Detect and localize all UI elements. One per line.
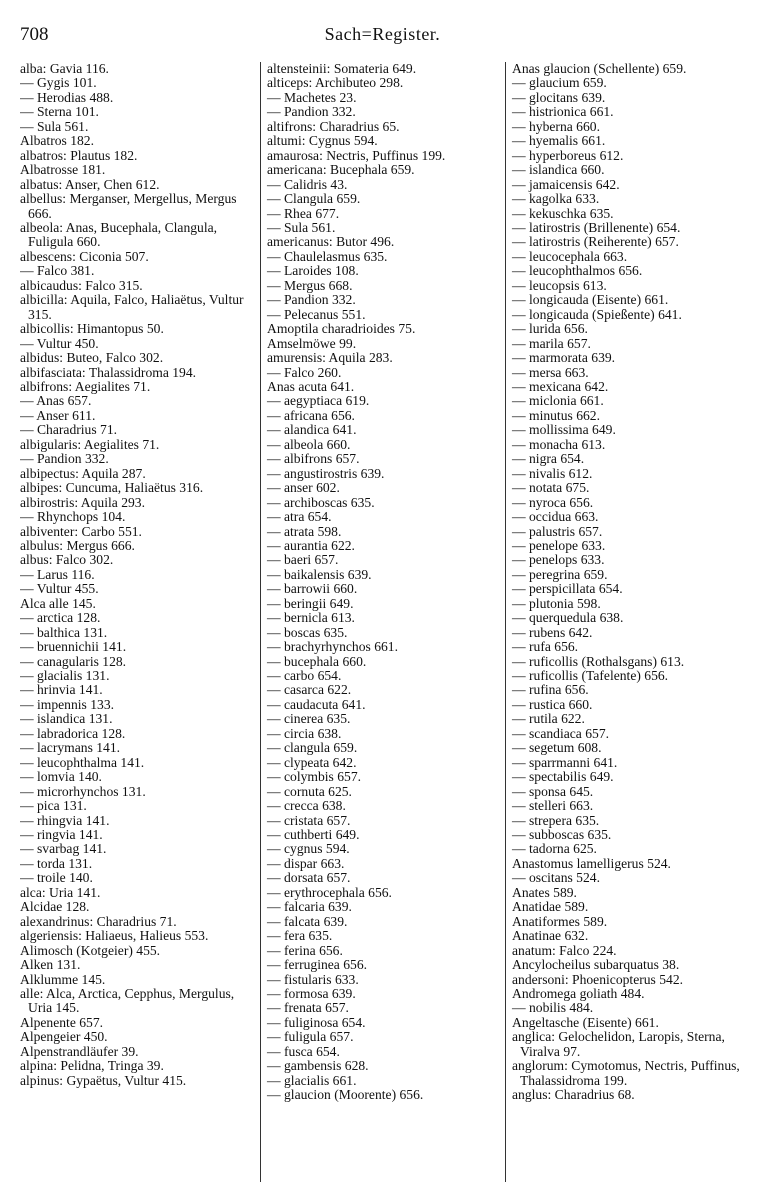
page-number: 708 — [20, 24, 49, 45]
index-entry: anglorum: Cymotomus, Nectris, Puffinus, Thalassidroma 199. — [512, 1058, 740, 1088]
index-entry: — mollissima 649. — [512, 422, 616, 438]
index-entry: — strepera 635. — [512, 812, 600, 828]
index-entry: alticeps: Archibuteo 298. — [267, 75, 404, 91]
index-entry: — fistularis 633. — [267, 971, 359, 987]
index-entry: — Vultur 455. — [20, 581, 99, 597]
index-entry: — Calidris 43. — [267, 176, 348, 192]
index-entry: anatum: Falco 224. — [512, 942, 617, 958]
index-entry: — rustica 660. — [512, 696, 593, 712]
index-entry: — latirostris (Reiherente) 657. — [512, 234, 679, 250]
index-entry: americanus: Butor 496. — [267, 234, 395, 250]
index-entry: — casarca 622. — [267, 682, 352, 698]
index-entry: Amoptila charadrioides 75. — [267, 321, 416, 337]
index-entry: — Falco 260. — [267, 364, 342, 380]
index-entry: albidus: Buteo, Falco 302. — [20, 350, 164, 366]
index-entry: Anatidae 589. — [512, 899, 589, 915]
index-entry: — stelleri 663. — [512, 798, 594, 814]
index-entry: — Pelecanus 551. — [267, 306, 366, 322]
index-entry: altumi: Cygnus 594. — [267, 133, 378, 149]
index-entry: — cornuta 625. — [267, 783, 352, 799]
index-entry: — Anser 611. — [20, 407, 96, 423]
index-entry: albipes: Cuncuma, Haliaëtus 316. — [20, 480, 204, 496]
index-entry: — Sula 561. — [20, 118, 89, 134]
index-entry: alle: Alca, Arctica, Cepphus, Mergulus, Uria 145. — [20, 986, 235, 1016]
index-entry: — ruficollis (Tafelente) 656. — [512, 668, 669, 684]
index-entry: — occidua 663. — [512, 509, 599, 525]
index-entry: — Larus 116. — [20, 566, 95, 582]
index-entry: — islandica 131. — [20, 711, 113, 727]
index-entry: — albifrons 657. — [267, 451, 360, 467]
index-entry: — Mergus 668. — [267, 277, 353, 293]
index-entry: albatus: Anser, Chen 612. — [20, 176, 160, 192]
index-entry: — glocitans 639. — [512, 89, 606, 105]
index-entry: — Sula 561. — [267, 219, 336, 235]
index-entry: — Sterna 101. — [20, 104, 99, 120]
index-entry: — longicauda (Eisente) 661. — [512, 292, 669, 308]
index-entry: — nivalis 612. — [512, 465, 593, 481]
index-entry: — glacialis 131. — [20, 668, 110, 684]
index-entry: albicollis: Himantopus 50. — [20, 321, 164, 337]
index-entry: albifrons: Aegialites 71. — [20, 378, 151, 394]
index-entry: — hyberna 660. — [512, 118, 600, 134]
index-entry: — mersa 663. — [512, 364, 589, 380]
index-entry: — ferina 656. — [267, 942, 343, 958]
index-entry: albicilla: Aquila, Falco, Haliaëtus, Vultur 315. — [20, 292, 244, 322]
index-entry: — Machetes 23. — [267, 89, 357, 105]
index-entry: — subboscas 635. — [512, 827, 612, 843]
index-entry: — albeola 660. — [267, 436, 351, 452]
index-entry: — ruficollis (Rothalsgans) 613. — [512, 653, 685, 669]
index-entry: — atrata 598. — [267, 523, 342, 539]
index-columns — [20, 62, 745, 1182]
index-entry: — marila 657. — [512, 335, 591, 351]
index-entry: — bucephala 660. — [267, 653, 367, 669]
index-entry: — Chaulelasmus 635. — [267, 248, 388, 264]
index-entry: — ferruginea 656. — [267, 957, 368, 973]
index-entry: — latirostris (Brillenente) 654. — [512, 219, 681, 235]
index-entry: — circia 638. — [267, 725, 342, 741]
index-entry: — frenata 657. — [267, 1000, 349, 1016]
index-entry: — sparrmanni 641. — [512, 754, 618, 770]
index-entry: — notata 675. — [512, 480, 590, 496]
index-entry: Andromega goliath 484. — [512, 986, 645, 1001]
index-entry: — rubens 642. — [512, 624, 593, 640]
index-entry: — Rhynchops 104. — [20, 509, 126, 525]
index-entry: — Pandion 332. — [20, 451, 109, 467]
index-entry: — angustirostris 639. — [267, 465, 385, 481]
index-entry: — rutila 622. — [512, 711, 585, 727]
index-entry: alexandrinus: Charadrius 71. — [20, 913, 177, 929]
index-entry: — Anas 657. — [20, 393, 92, 409]
index-entry: — segetum 608. — [512, 740, 602, 756]
index-entry: — svarbag 141. — [20, 841, 107, 857]
index-entry: Anates 589. — [512, 884, 577, 900]
index-entry: — oscitans 524. — [512, 870, 600, 886]
index-entry: alba: Gavia 116. — [20, 62, 109, 76]
index-entry: — perspicillata 654. — [512, 581, 623, 597]
index-entry: — Charadrius 71. — [20, 422, 118, 438]
index-entry: — crecca 638. — [267, 798, 346, 814]
index-entry: — lacrymans 141. — [20, 740, 121, 756]
index-entry: — canagularis 128. — [20, 653, 127, 669]
index-entry: — Pandion 332. — [267, 104, 356, 120]
index-entry: — mexicana 642. — [512, 378, 609, 394]
index-entry: — plutonia 598. — [512, 595, 601, 611]
index-entry: — fuliginosa 654. — [267, 1014, 366, 1030]
index-entry: — microrhynchos 131. — [20, 783, 146, 799]
index-entry: — rufa 656. — [512, 639, 579, 655]
index-entry: — glaucion (Moorente) 656. — [267, 1087, 424, 1103]
index-entry: — balthica 131. — [20, 624, 108, 640]
index-entry: — alandica 641. — [267, 422, 357, 438]
page-title: Sach=Register. — [324, 24, 441, 44]
index-entry: — lurida 656. — [512, 321, 588, 337]
index-entry: Ancylocheilus subarquatus 38. — [512, 957, 680, 973]
index-entry: americana: Bucephala 659. — [267, 162, 415, 178]
index-entry: — dispar 663. — [267, 855, 345, 871]
index-column-2 — [261, 62, 506, 1182]
index-entry: — impennis 133. — [20, 696, 115, 712]
index-entry: — Laroides 108. — [267, 263, 359, 279]
index-entry: Alca alle 145. — [20, 595, 96, 611]
index-entry: — torda 131. — [20, 855, 93, 871]
index-entry: — marmorata 639. — [512, 350, 616, 366]
index-entry: amaurosa: Nectris, Puffinus 199. — [267, 147, 446, 163]
index-entry: Alken 131. — [20, 957, 81, 973]
index-entry: — cuthberti 649. — [267, 827, 360, 843]
index-entry: albeola: Anas, Bucephala, Clangula, Fuligula 660. — [20, 219, 218, 250]
index-entry: — bernicla 613. — [267, 610, 355, 626]
index-entry: — rhingvia 141. — [20, 812, 110, 828]
index-entry: Alklumme 145. — [20, 971, 106, 987]
index-entry: algeriensis: Haliaeus, Halieus 553. — [20, 928, 209, 944]
index-entry: — labradorica 128. — [20, 725, 126, 741]
index-entry: amurensis: Aquila 283. — [267, 350, 393, 366]
index-entry: — troile 140. — [20, 870, 93, 886]
index-entry: — nyroca 656. — [512, 494, 594, 510]
index-entry: — kagolka 633. — [512, 191, 600, 207]
index-entry: — erythrocephala 656. — [267, 884, 392, 900]
index-entry: — baikalensis 639. — [267, 566, 372, 582]
index-entry: — querquedula 638. — [512, 610, 624, 626]
index-entry: — dorsata 657. — [267, 870, 351, 886]
index-entry: — Rhea 677. — [267, 205, 340, 221]
index-entry: Albatrosse 181. — [20, 162, 106, 178]
index-entry: — clangula 659. — [267, 740, 358, 756]
index-entry: — penelops 633. — [512, 552, 605, 568]
index-column-3 — [506, 62, 745, 1182]
index-entry: — islandica 660. — [512, 162, 605, 178]
index-entry: albirostris: Aquila 293. — [20, 494, 145, 510]
index-entry: — brachyrhynchos 661. — [267, 639, 398, 655]
index-entry: — leucocephala 663. — [512, 248, 628, 264]
index-entry: — cristata 657. — [267, 812, 351, 828]
index-entry: — pica 131. — [20, 798, 87, 814]
index-entry: — beringii 649. — [267, 595, 354, 611]
index-entry: — nigra 654. — [512, 451, 585, 467]
index-entry: — histrionica 661. — [512, 104, 614, 120]
index-entry: — archiboscas 635. — [267, 494, 375, 510]
index-entry: — Gygis 101. — [20, 75, 97, 91]
index-entry: alpinus: Gypaëtus, Vultur 415. — [20, 1072, 187, 1088]
index-entry: — penelope 633. — [512, 537, 606, 553]
index-entry: — palustris 657. — [512, 523, 603, 539]
index-entry: albiventer: Carbo 551. — [20, 523, 142, 539]
index-entry: — Vultur 450. — [20, 335, 99, 351]
index-entry: albigularis: Aegialites 71. — [20, 436, 160, 452]
index-entry: — longicauda (Spießente) 641. — [512, 306, 682, 322]
index-entry: Amselmöwe 99. — [267, 335, 357, 351]
index-entry: — falcata 639. — [267, 913, 348, 929]
index-entry: Anastomus lamelligerus 524. — [512, 855, 671, 871]
index-entry: — africana 656. — [267, 407, 355, 423]
index-entry: Anas glaucion (Schellente) 659. — [512, 62, 687, 76]
index-entry: — anser 602. — [267, 480, 340, 496]
index-entry: — bruennichii 141. — [20, 639, 127, 655]
index-entry: — arctica 128. — [20, 610, 101, 626]
index-entry: Anatiformes 589. — [512, 913, 608, 929]
index-entry: — carbo 654. — [267, 668, 342, 684]
index-entry: — cinerea 635. — [267, 711, 351, 727]
index-entry: albus: Falco 302. — [20, 552, 114, 568]
index-entry: — lomvia 140. — [20, 769, 102, 785]
index-entry: — hyemalis 661. — [512, 133, 606, 149]
index-entry: Angeltasche (Eisente) 661. — [512, 1014, 659, 1030]
index-entry: — fusca 654. — [267, 1043, 340, 1059]
index-entry: — falcaria 639. — [267, 899, 352, 915]
index-entry: — aurantia 622. — [267, 537, 355, 553]
index-entry: — spectabilis 649. — [512, 769, 614, 785]
index-entry: — glacialis 661. — [267, 1072, 357, 1088]
index-entry: — rufina 656. — [512, 682, 589, 698]
page-header — [20, 24, 745, 54]
index-entry: Alpenstrandläufer 39. — [20, 1043, 139, 1059]
index-entry: — leucopsis 613. — [512, 277, 607, 293]
index-entry: — cygnus 594. — [267, 841, 350, 857]
index-entry: albipectus: Aquila 287. — [20, 465, 146, 481]
index-entry: Alpenente 657. — [20, 1014, 104, 1030]
index-entry: — Herodias 488. — [20, 89, 114, 105]
index-entry: — Clangula 659. — [267, 191, 361, 207]
index-entry: — sponsa 645. — [512, 783, 594, 799]
index-entry: alca: Uria 141. — [20, 884, 101, 900]
index-entry: altensteinii: Somateria 649. — [267, 62, 417, 76]
index-entry: — minutus 662. — [512, 407, 600, 423]
index-entry: — baeri 657. — [267, 552, 339, 568]
index-entry: — fuligula 657. — [267, 1029, 354, 1045]
index-entry: albescens: Ciconia 507. — [20, 248, 149, 264]
index-entry: — leucophthalmos 656. — [512, 263, 643, 279]
index-entry: Anas acuta 641. — [267, 378, 355, 394]
index-entry: — leucophthalma 141. — [20, 754, 145, 770]
index-entry: Alpengeier 450. — [20, 1029, 108, 1045]
index-entry: — clypeata 642. — [267, 754, 357, 770]
index-entry: — miclonia 661. — [512, 393, 604, 409]
index-entry: anglica: Gelochelidon, Laropis, Sterna, Viralva 97. — [512, 1029, 725, 1059]
index-column-1 — [20, 62, 261, 1182]
index-entry: Anatinae 632. — [512, 928, 589, 944]
index-entry: albatros: Plautus 182. — [20, 147, 138, 163]
index-entry: albicaudus: Falco 315. — [20, 277, 143, 293]
index-entry: altifrons: Charadrius 65. — [267, 118, 400, 134]
index-entry: — hyperboreus 612. — [512, 147, 624, 163]
index-entry: — jamaicensis 642. — [512, 176, 620, 192]
index-entry: — hrinvia 141. — [20, 682, 103, 698]
index-entry: Alcidae 128. — [20, 899, 90, 915]
index-entry: Albatros 182. — [20, 133, 95, 149]
index-entry: — caudacuta 641. — [267, 696, 366, 712]
index-entry: — colymbis 657. — [267, 769, 362, 785]
index-entry: — peregrina 659. — [512, 566, 608, 582]
index-entry: — aegyptiaca 619. — [267, 393, 370, 409]
index-entry: — tadorna 625. — [512, 841, 597, 857]
index-entry: — glaucium 659. — [512, 75, 607, 91]
index-entry: — kekuschka 635. — [512, 205, 614, 221]
index-entry: alpina: Pelidna, Tringa 39. — [20, 1058, 164, 1074]
index-entry: — barrowii 660. — [267, 581, 358, 597]
index-entry: — formosa 639. — [267, 986, 356, 1001]
index-entry: — fera 635. — [267, 928, 333, 944]
index-entry: — boscas 635. — [267, 624, 348, 640]
index-entry: — monacha 613. — [512, 436, 606, 452]
index-entry: anglus: Charadrius 68. — [512, 1087, 635, 1103]
index-entry: albulus: Mergus 666. — [20, 537, 135, 553]
index-entry: Alimosch (Kotgeier) 455. — [20, 942, 161, 958]
index-entry: albifasciata: Thalassidroma 194. — [20, 364, 197, 380]
index-entry: — nobilis 484. — [512, 1000, 594, 1016]
index-entry: — atra 654. — [267, 509, 332, 525]
index-entry: — gambensis 628. — [267, 1058, 369, 1074]
index-entry: — Pandion 332. — [267, 292, 356, 308]
index-entry: — scandiaca 657. — [512, 725, 610, 741]
index-entry: — Falco 381. — [20, 263, 95, 279]
index-entry: andersoni: Phoenicopterus 542. — [512, 971, 684, 987]
index-entry: — ringvia 141. — [20, 827, 103, 843]
index-entry: albellus: Merganser, Mergellus, Mergus 666. — [20, 191, 237, 221]
